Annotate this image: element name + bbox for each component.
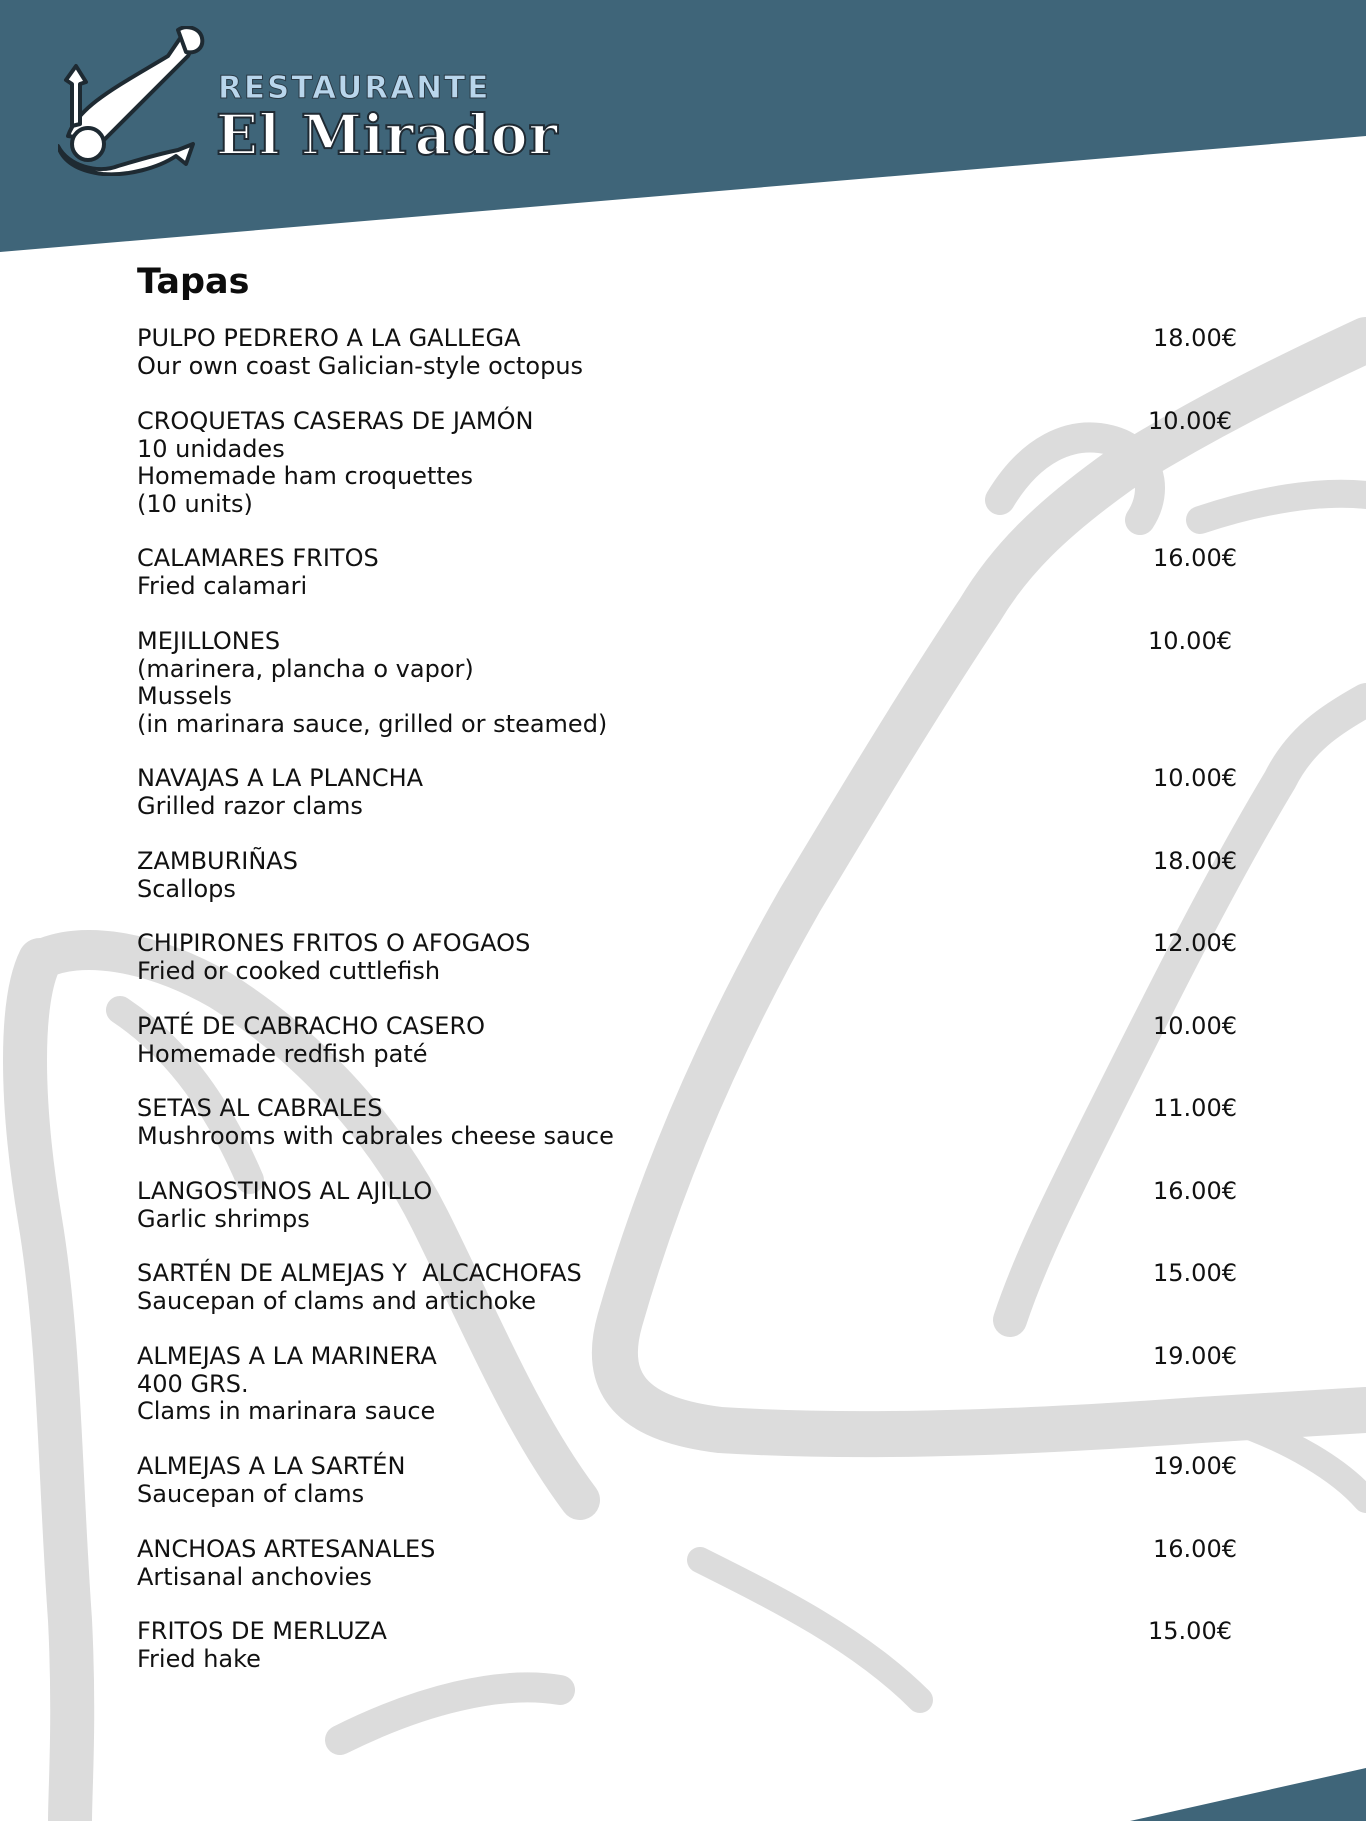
menu-item xyxy=(137,1095,1237,1150)
dish-description: Mushrooms with cabrales cheese sauce xyxy=(137,1121,614,1150)
menu-item xyxy=(137,1536,1237,1591)
dish-description: Saucepan of clams xyxy=(137,1479,365,1508)
dish-name: FRITOS DE MERLUZA xyxy=(137,1617,387,1645)
dish-name: NAVAJAS A LA PLANCHA xyxy=(137,764,424,792)
dish-description: Clams in marinara sauce xyxy=(137,1397,436,1425)
dish-name: ALMEJAS A LA MARINERA xyxy=(137,1342,437,1370)
dish-description: Homemade redfish paté xyxy=(137,1039,428,1068)
dish-description: Artisanal anchovies xyxy=(137,1562,372,1591)
menu-item xyxy=(137,628,1237,738)
menu-item xyxy=(137,545,1237,600)
dish-price: 15.00€ xyxy=(1148,1617,1232,1645)
dish-description: Fried hake xyxy=(137,1644,261,1673)
dish-price: 18.00€ xyxy=(1153,324,1237,352)
dish-name: SETAS AL CABRALES xyxy=(137,1094,383,1122)
menu-item xyxy=(137,765,1237,820)
dish-price: 10.00€ xyxy=(1148,627,1232,655)
menu-item xyxy=(137,1178,1237,1233)
brand-top-line: RESTAURANTE xyxy=(218,70,491,106)
dish-name: CALAMARES FRITOS xyxy=(137,544,379,572)
dish-price: 10.00€ xyxy=(1153,1012,1237,1040)
dish-price: 18.00€ xyxy=(1153,847,1237,875)
dish-description: Scallops xyxy=(137,874,236,903)
dish-price: 19.00€ xyxy=(1153,1452,1237,1480)
dish-price: 15.00€ xyxy=(1153,1259,1237,1287)
dish-name: ALMEJAS A LA SARTÉN xyxy=(137,1452,406,1480)
dish-description: Fried or cooked cuttlefish xyxy=(137,956,441,985)
dish-description: Garlic shrimps xyxy=(137,1204,310,1233)
dish-description: Homemade ham croquettes xyxy=(137,462,474,490)
dish-name: ANCHOAS ARTESANALES xyxy=(137,1535,436,1563)
dish-description: (marinera, plancha o vapor) xyxy=(137,654,474,683)
menu-item xyxy=(137,1260,1237,1315)
menu-item xyxy=(137,1618,1237,1673)
dish-name: CROQUETAS CASERAS DE JAMÓN xyxy=(137,407,534,435)
dish-price: 16.00€ xyxy=(1153,1535,1237,1563)
dish-description: 400 GRS. xyxy=(137,1369,249,1398)
dish-price: 12.00€ xyxy=(1153,929,1237,957)
menu-item xyxy=(137,1343,1237,1426)
menu-item xyxy=(137,930,1237,985)
dish-description: 10 unidades xyxy=(137,434,285,463)
dish-price: 16.00€ xyxy=(1153,1177,1237,1205)
section-title: Tapas xyxy=(137,262,250,302)
dish-name: PULPO PEDRERO A LA GALLEGA xyxy=(137,324,521,352)
dish-price: 10.00€ xyxy=(1148,407,1232,435)
menu-item xyxy=(137,408,1237,518)
dish-price: 11.00€ xyxy=(1153,1094,1237,1122)
dish-name: MEJILLONES xyxy=(137,627,281,655)
dish-description: Our own coast Galician-style octopus xyxy=(137,351,584,380)
dish-name: CHIPIRONES FRITOS O AFOGAOS xyxy=(137,929,531,957)
menu-item xyxy=(137,1453,1237,1508)
dish-name: LANGOSTINOS AL AJILLO xyxy=(137,1177,433,1205)
dish-description: Grilled razor clams xyxy=(137,791,363,820)
dish-name: PATÉ DE CABRACHO CASERO xyxy=(137,1012,486,1040)
dish-description: Fried calamari xyxy=(137,571,308,600)
restaurant-name: El Mirador xyxy=(216,102,559,167)
menu-item xyxy=(137,848,1237,903)
dish-name: ZAMBURIÑAS xyxy=(137,847,298,875)
dish-description: (in marinara sauce, grilled or steamed) xyxy=(137,709,608,738)
menu-item xyxy=(137,1013,1237,1068)
menu-item xyxy=(137,325,1237,380)
dish-price: 19.00€ xyxy=(1153,1342,1237,1370)
dish-price: 10.00€ xyxy=(1153,764,1237,792)
dish-price: 16.00€ xyxy=(1153,544,1237,572)
dish-description: Mussels xyxy=(137,682,232,710)
dish-description: (10 units) xyxy=(137,489,253,518)
dish-description: Saucepan of clams and artichoke xyxy=(137,1286,537,1315)
dish-name: SARTÉN DE ALMEJAS Y ALCACHOFAS xyxy=(137,1259,582,1287)
